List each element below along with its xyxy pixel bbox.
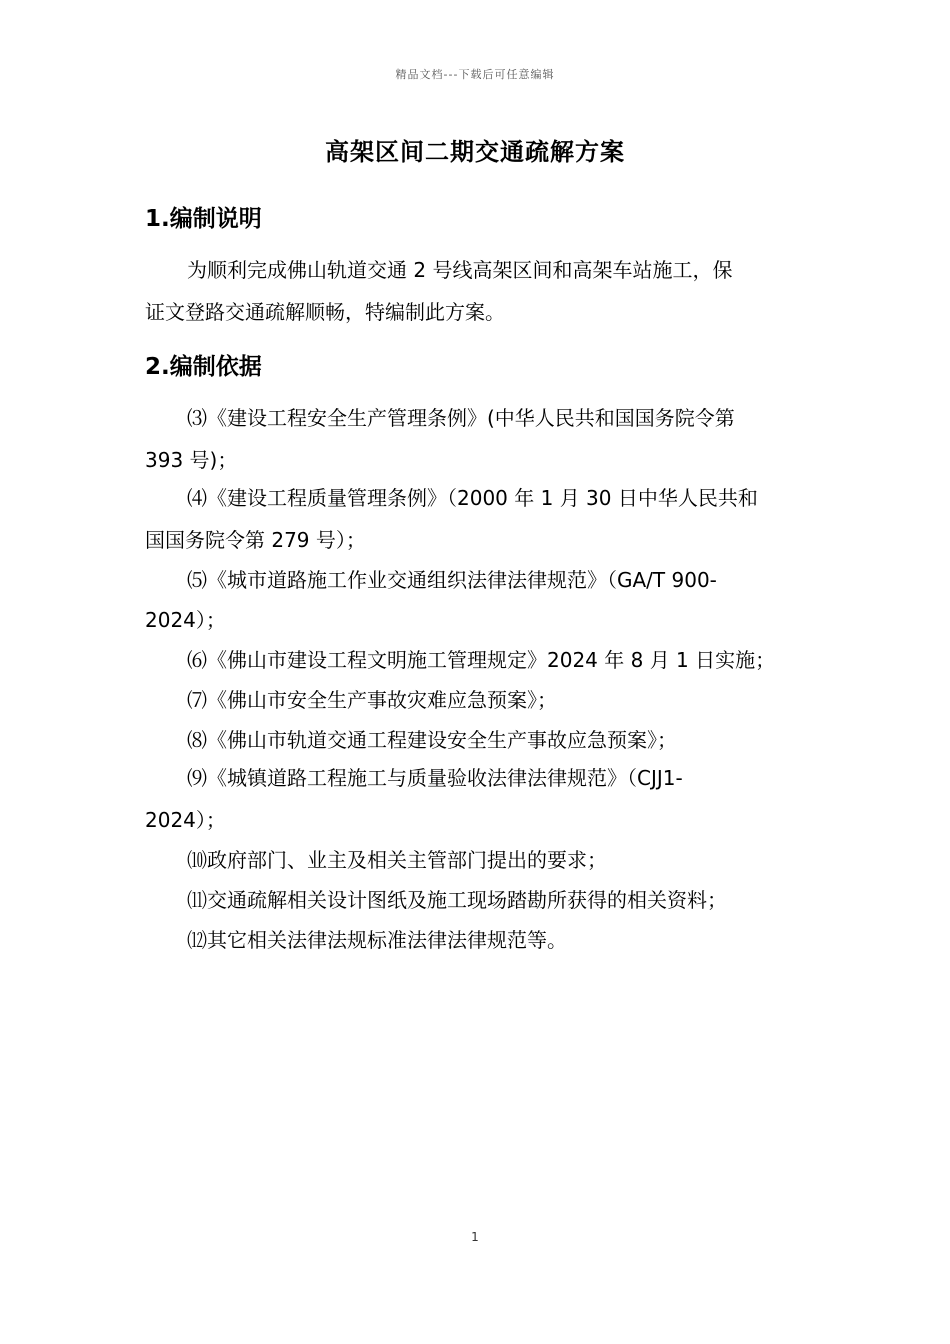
list-item-line: ⑽政府部门、业主及相关主管部门提出的要求； xyxy=(187,848,607,872)
list-item-line: ⑷《建设工程质量管理条例》（2000 年 1 月 30 日中华人民共和 xyxy=(187,486,758,510)
list-item-line: 2024）； xyxy=(145,808,226,832)
list-item-line: ⑸《城市道路施工作业交通组织法律法律规范》（GA/T 900- xyxy=(187,568,717,592)
list-item-line: 393 号)； xyxy=(145,448,238,472)
list-item-line: ⑼《城镇道路工程施工与质量验收法律法律规范》（CJJ1- xyxy=(187,766,683,790)
section-heading-1: 1.编制说明 xyxy=(145,206,262,232)
page-title: 高架区间二期交通疏解方案 xyxy=(325,138,625,166)
list-item-line: ⑹《佛山市建设工程文明施工管理规定》2024 年 8 月 1 日实施； xyxy=(187,648,776,672)
list-item-line: ⑾交通疏解相关设计图纸及施工现场踏勘所获得的相关资料； xyxy=(187,888,727,912)
header-note: 精品文档---下载后可任意编辑 xyxy=(395,68,555,81)
paragraph-line: 为顺利完成佛山轨道交通 2 号线高架区间和高架车站施工，保 xyxy=(187,258,733,282)
paragraph-line: 证文登路交通疏解顺畅，特编制此方案。 xyxy=(145,300,505,324)
list-item-line: ⑶《建设工程安全生产管理条例》(中华人民共和国国务院令第 xyxy=(187,406,735,430)
section-heading-2: 2.编制依据 xyxy=(145,354,262,380)
list-item-line: ⑿其它相关法律法规标准法律法律规范等。 xyxy=(187,928,567,952)
page-number: 1 xyxy=(471,1230,479,1244)
list-item-line: ⑻《佛山市轨道交通工程建设安全生产事故应急预案》； xyxy=(187,728,677,752)
list-item-line: 2024）； xyxy=(145,608,226,632)
list-item-line: 国国务院令第 279 号）； xyxy=(145,528,366,552)
list-item-line: ⑺《佛山市安全生产事故灾难应急预案》； xyxy=(187,688,557,712)
